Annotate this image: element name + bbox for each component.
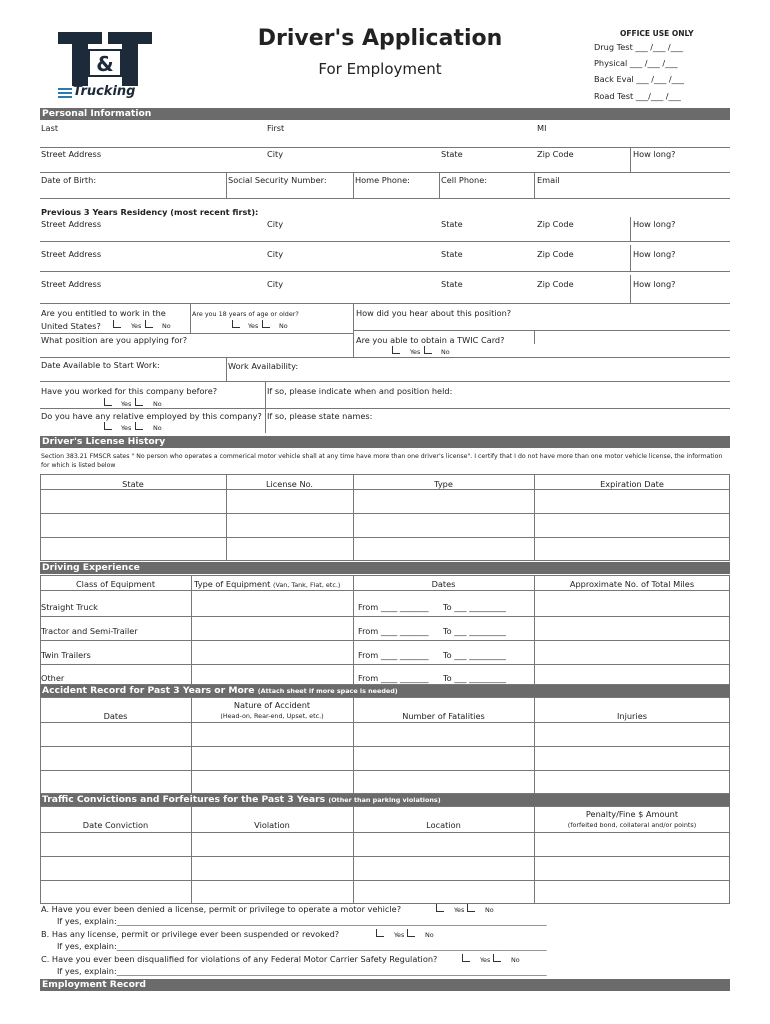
exp-row-twin: Twin Trailers [41, 650, 91, 660]
age18-no-label: No [279, 322, 288, 330]
res2-city: City [267, 249, 284, 259]
question-a-yes-label: Yes [454, 906, 465, 914]
res1-how-long: How long? [633, 219, 676, 229]
res1-street: Street Address [41, 219, 102, 229]
exp-from-1: From ____ _______ [358, 602, 429, 612]
entitled-yes-checkbox[interactable] [113, 320, 121, 328]
entitled-no-checkbox[interactable] [145, 320, 153, 328]
hear-label: How did you hear about this position? [356, 308, 512, 318]
question-a: A. Have you ever been denied a license, permit or privilege to operate a motor vehicle? [41, 904, 402, 914]
acc-col-injuries: Injuries [616, 711, 647, 721]
res1-zip: Zip Code [537, 219, 574, 229]
license-col-number: License No. [265, 479, 314, 489]
traffic-col-penalty-sub: (forfeited bond, collateral and/or points) [567, 821, 697, 829]
position-label: What position are you applying for? [41, 335, 188, 345]
traffic-col-penalty: Penalty/Fine $ Amount [585, 809, 679, 819]
page-subtitle: For Employment [318, 60, 442, 78]
driving-experience-bar: Driving Experience [40, 562, 730, 574]
question-b-explain[interactable]: If yes, explain:_________________________________________________________________________________________________________ [57, 941, 547, 951]
home-phone-label: Home Phone: [355, 175, 410, 185]
question-a-explain[interactable]: If yes, explain:_________________________________________________________________________________________________________ [57, 916, 547, 926]
res3-street: Street Address [41, 279, 102, 289]
question-b-yes-checkbox[interactable] [376, 929, 384, 937]
employment-record-bar: Employment Record [40, 979, 730, 991]
entitled-label-1: Are you entitled to work in the [41, 308, 166, 318]
exp-col-dates: Dates [431, 579, 456, 589]
res3-city: City [267, 279, 284, 289]
accident-record-bar: Accident Record for Past 3 Years or More (Attach sheet if more space is needed) [40, 685, 730, 697]
email-label: Email [537, 175, 560, 185]
mi-label: MI [537, 123, 547, 133]
street-label: Street Address [41, 149, 102, 159]
res2-state: State [441, 249, 463, 259]
res2-street: Street Address [41, 249, 102, 259]
res3-state: State [441, 279, 463, 289]
question-b-no-label: No [425, 931, 434, 939]
prev-residency-label: Previous 3 Years Residency (most recent first): [41, 207, 259, 217]
exp-col-type: Type of Equipment (Van, Tank, Flat, etc.) [194, 579, 341, 589]
entitled-yes-label: Yes [131, 322, 142, 330]
exp-from-4: From ____ _______ [358, 673, 429, 683]
worked-before-label: Have you worked for this company before? [41, 386, 218, 396]
first-name-label: First [267, 123, 285, 133]
exp-row-straight-truck: Straight Truck [41, 602, 98, 612]
office-road-test: Road Test ___/___ /___ [594, 91, 681, 101]
relative-names-label: If so, please state names: [267, 411, 373, 421]
twic-no-label: No [441, 348, 450, 356]
svg-text:&: & [96, 52, 114, 76]
res3-how-long: How long? [633, 279, 676, 289]
last-name-label: Last [41, 123, 59, 133]
question-c-no-label: No [511, 956, 520, 964]
res1-state: State [441, 219, 463, 229]
relative-yes-label: Yes [121, 424, 132, 432]
license-col-expiration: Expiration Date [600, 479, 664, 489]
twic-yes-label: Yes [410, 348, 421, 356]
worked-no-label: No [153, 400, 162, 408]
traffic-col-date: Date Conviction [82, 820, 149, 830]
relative-no-checkbox[interactable] [135, 422, 143, 430]
acc-col-dates: Dates [103, 711, 128, 721]
res2-zip: Zip Code [537, 249, 574, 259]
question-a-yes-checkbox[interactable] [436, 904, 444, 912]
question-b-no-checkbox[interactable] [407, 929, 415, 937]
entitled-label-2: United States? [41, 321, 101, 331]
age18-yes-checkbox[interactable] [232, 320, 240, 328]
exp-to-1: To ___ _________ [443, 602, 506, 612]
res3-zip: Zip Code [537, 279, 574, 289]
state-label: State [441, 149, 463, 159]
license-history-bar: Driver's License History [40, 436, 730, 448]
worked-yes-checkbox[interactable] [104, 398, 112, 406]
dob-label: Date of Birth: [41, 175, 97, 185]
traffic-col-location: Location [426, 820, 461, 830]
age18-no-checkbox[interactable] [262, 320, 270, 328]
exp-col-class: Class of Equipment [75, 579, 156, 589]
exp-from-3: From ____ _______ [358, 650, 429, 660]
entitled-no-label: No [162, 322, 171, 330]
traffic-col-violation: Violation [254, 820, 290, 830]
question-a-no-label: No [485, 906, 494, 914]
relative-label: Do you have any relative employed by this company? [41, 411, 262, 421]
office-physical: Physical ___ /___ /___ [594, 58, 678, 68]
exp-to-2: To ___ _________ [443, 626, 506, 636]
exp-to-4: To ___ _________ [443, 673, 506, 683]
personal-info-bar: Personal Information [40, 108, 730, 120]
exp-from-2: From ____ _______ [358, 626, 429, 636]
question-a-no-checkbox[interactable] [467, 904, 475, 912]
zip-label: Zip Code [537, 149, 574, 159]
relative-no-label: No [153, 424, 162, 432]
city-label: City [267, 149, 284, 159]
worked-yes-label: Yes [121, 400, 132, 408]
exp-to-3: To ___ _________ [443, 650, 506, 660]
question-b-yes-label: Yes [394, 931, 405, 939]
logo-subtext: Trucking [73, 84, 136, 99]
question-c: C. Have you ever been disqualified for violations of any Federal Motor Carrier Safety Regulation? [41, 954, 438, 964]
acc-col-nature: Nature of Accident [233, 700, 311, 710]
page-title: Driver's Application [257, 26, 503, 51]
office-back-eval: Back Eval ___ /___ /___ [594, 74, 684, 84]
question-c-explain[interactable]: If yes, explain:_________________________________________________________________________________________________________ [57, 966, 547, 976]
acc-col-nature-sub: (Head-on, Rear-end, Upset, etc.) [220, 712, 324, 720]
worked-no-checkbox[interactable] [135, 398, 143, 406]
traffic-bar: Traffic Convictions and Forfeitures for the Past 3 Years (Other than parking violations) [40, 794, 730, 806]
exp-row-other: Other [41, 673, 65, 683]
work-availability-label: Work Availability: [228, 361, 299, 371]
question-c-yes-checkbox[interactable] [462, 954, 470, 962]
twic-no-checkbox[interactable] [424, 346, 432, 354]
how-long-label: How long? [633, 149, 676, 159]
age18-label: Are you 18 years of age or older? [192, 310, 299, 318]
acc-col-fatalities: Number of Fatalities [402, 711, 485, 721]
res1-city: City [267, 219, 284, 229]
exp-row-tractor: Tractor and Semi-Trailer [41, 626, 138, 636]
twic-yes-checkbox[interactable] [392, 346, 400, 354]
question-b: B. Has any license, permit or privilege ever been suspended or revoked? [41, 929, 340, 939]
age18-yes-label: Yes [248, 322, 259, 330]
twic-label: Are you able to obtain a TWIC Card? [356, 335, 505, 345]
question-c-yes-label: Yes [480, 956, 491, 964]
date-available-label: Date Available to Start Work: [41, 360, 160, 370]
cell-phone-label: Cell Phone: [441, 175, 488, 185]
license-note: Section 383.21 FMSCR sates " No person who operates a commerical motor vehicle shall at any time have more than one driver's license". I certify that I do not have more than one motor vehicle license, the information for which is listed below [41, 453, 723, 469]
ssn-label: Social Security Number: [228, 175, 327, 185]
res2-how-long: How long? [633, 249, 676, 259]
office-drug-test: Drug Test ___ /___ /___ [594, 42, 683, 52]
exp-col-miles: Approximate No. of Total Miles [569, 579, 695, 589]
license-col-type: Type [434, 479, 453, 489]
worked-when-label: If so, please indicate when and position held: [267, 386, 453, 396]
license-col-state: State [122, 479, 144, 489]
relative-yes-checkbox[interactable] [104, 422, 112, 430]
question-c-no-checkbox[interactable] [493, 954, 501, 962]
office-use-title: OFFICE USE ONLY [620, 29, 694, 38]
